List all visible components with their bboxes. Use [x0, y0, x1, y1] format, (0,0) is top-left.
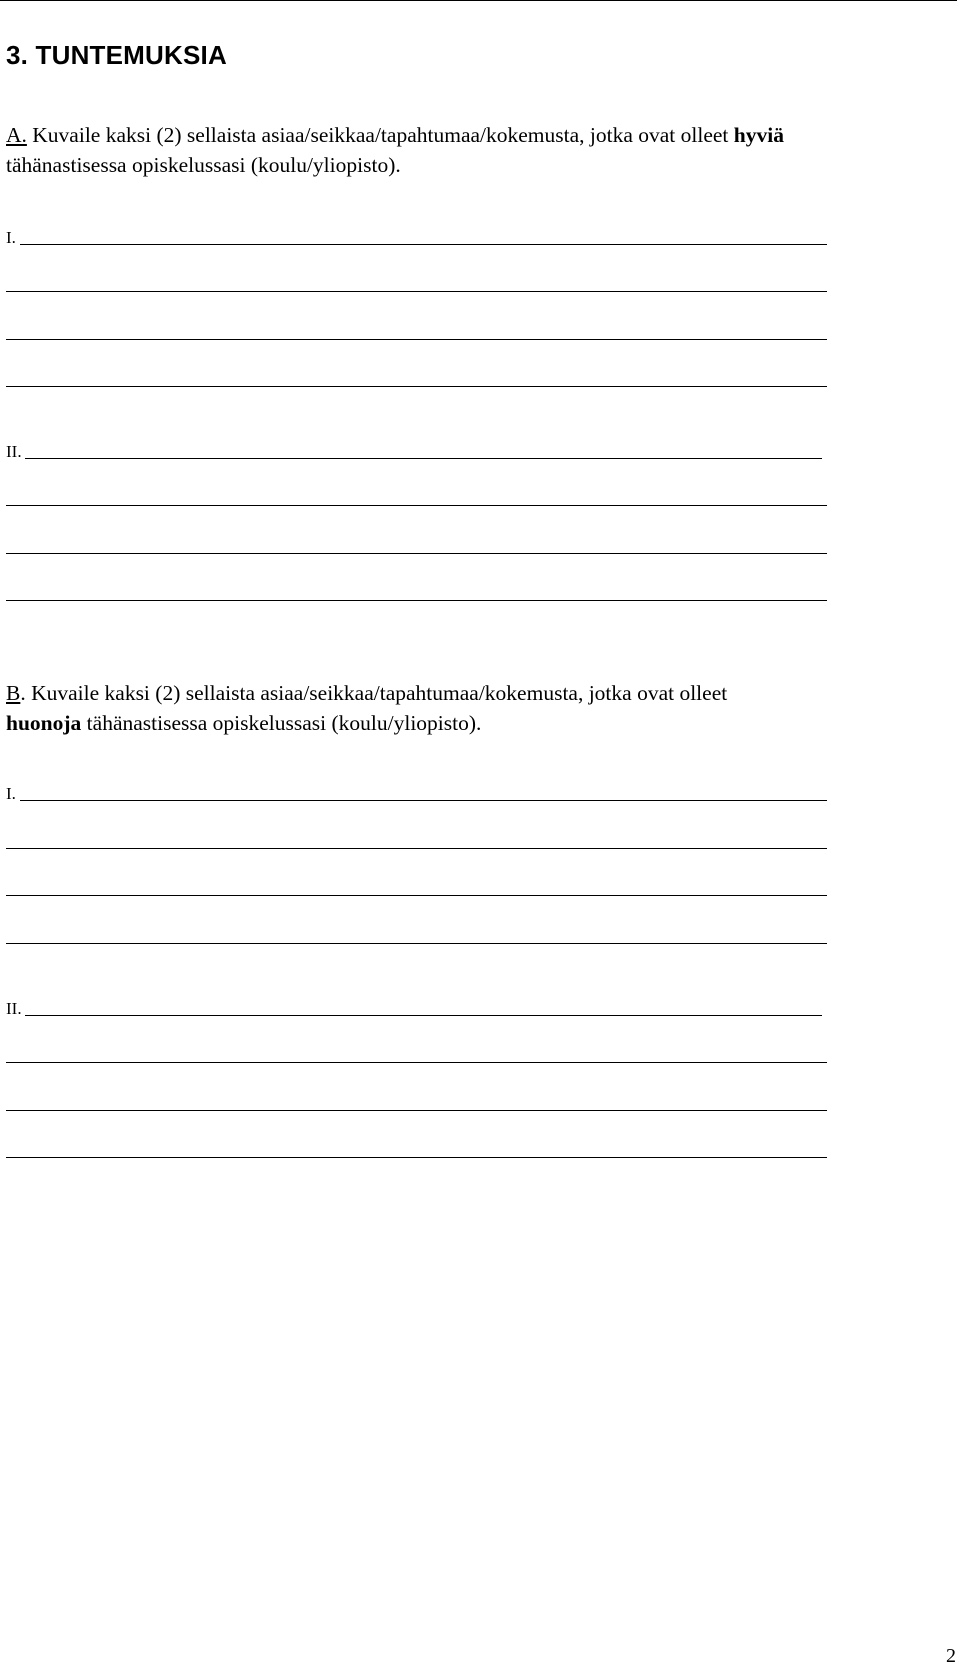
answer-a1-field[interactable]	[20, 244, 827, 245]
answer-b2-line[interactable]	[6, 1110, 827, 1111]
answer-b2-line[interactable]	[6, 1157, 827, 1158]
question-b-marker: B	[6, 681, 21, 705]
question-a-marker: A.	[6, 123, 27, 147]
section-heading: 3. TUNTEMUKSIA	[6, 40, 227, 70]
answer-a2-field[interactable]	[25, 458, 822, 459]
answer-b2-line[interactable]	[6, 1062, 827, 1063]
answer-a1-line[interactable]	[6, 291, 827, 292]
question-b-text: . Kuvaile kaksi (2) sellaista asiaa/seikkaa/tapahtumaa/kokemusta, jotka ovat olleet	[20, 681, 728, 705]
answer-a1-line[interactable]	[6, 339, 827, 340]
answer-b1-line[interactable]	[6, 943, 827, 944]
answer-a2-line[interactable]	[6, 600, 827, 601]
answer-b2-field[interactable]	[25, 1015, 822, 1016]
question-a-line-2: tähänastisessa opiskelussasi (koulu/yliopisto).	[6, 153, 401, 177]
question-a-bold-word: hyviä	[733, 123, 784, 147]
answer-b1-line[interactable]	[6, 848, 827, 849]
answer-b1-field[interactable]	[20, 800, 827, 801]
question-b-text-rest: tähänastisessa opiskelussasi (koulu/yliopisto).	[81, 711, 482, 735]
question-b-bold-word: huonoja	[6, 711, 82, 735]
question-b-line-1	[6, 678, 951, 708]
answer-a2-line[interactable]	[6, 505, 827, 506]
answer-a1-line[interactable]	[6, 386, 827, 387]
question-a-line-1	[6, 120, 951, 150]
question-b-line-2	[6, 708, 951, 738]
answer-a2-label: II.	[6, 442, 22, 461]
answer-a1-label: I.	[6, 228, 16, 247]
page-number: 2	[946, 1645, 956, 1667]
answer-b1-line[interactable]	[6, 895, 827, 896]
answer-b2-label: II.	[6, 999, 22, 1018]
answer-a2-line[interactable]	[6, 553, 827, 554]
question-a	[6, 120, 951, 180]
answer-b1-label: I.	[6, 784, 16, 803]
question-a-text: Kuvaile kaksi (2) sellaista asiaa/seikkaa/tapahtumaa/kokemusta, jotka ovat olleet	[26, 123, 734, 147]
question-b	[6, 678, 951, 738]
top-rule	[0, 0, 957, 1]
